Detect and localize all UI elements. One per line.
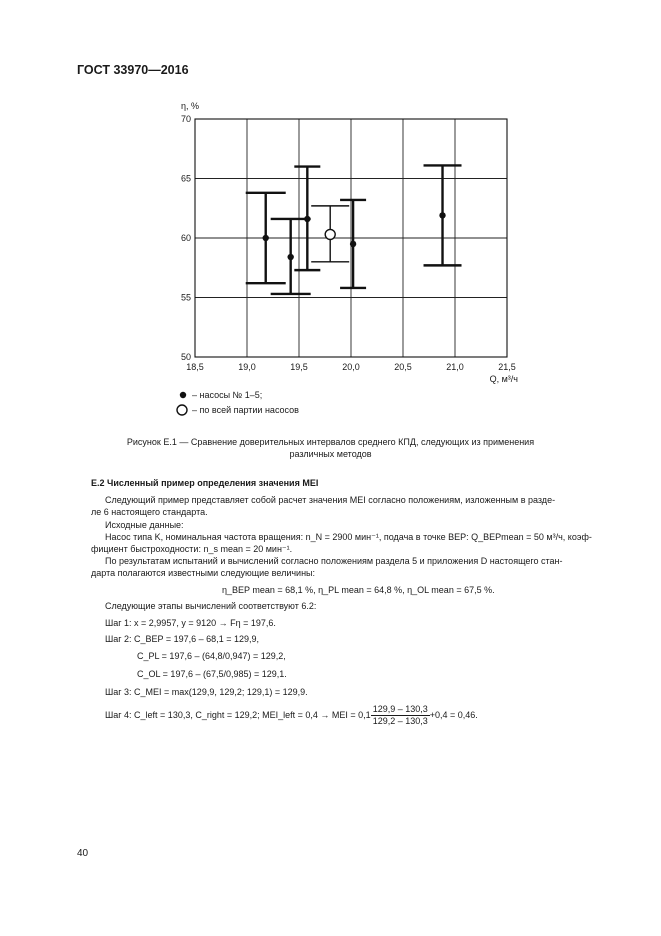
y-tick-label: 50 xyxy=(180,352,191,362)
x-tick-label: 20,5 xyxy=(394,362,412,372)
step-4-suffix: +0,4 = 0,46. xyxy=(429,709,478,720)
legend-marker xyxy=(180,392,186,398)
paragraph-4-line1: По результатам испытаний и вычислений согласно положениям раздела 5 и приложения D настоящего стан- xyxy=(105,556,563,566)
paragraph-3-line1: Насос типа K, номинальная частота вращения: n_N = 2900 мин⁻¹, подача в точке BEP: Q_BEPmean = 50 м³/ч, коэф- xyxy=(105,532,592,542)
figure-caption-line1: Рисунок Е.1 — Сравнение доверительных интервалов среднего КПД, следующих из применения xyxy=(126,437,535,447)
step-2-bep: Шаг 2: C_BEP = 197,6 – 68,1 = 129,9, xyxy=(105,634,259,644)
data-point xyxy=(263,235,269,241)
data-point xyxy=(439,212,445,218)
figure-caption-line2: различных методов xyxy=(289,449,372,459)
x-tick-label: 18,5 xyxy=(186,362,204,372)
paragraph-4-line2: дарта полагаются известными следующие величины: xyxy=(91,568,316,578)
step-4-prefix: Шаг 4: C_left = 130,3, C_right = 129,2; MEI_left = 0,4 → MEI = 0,1 xyxy=(105,709,371,720)
x-tick-label: 20,0 xyxy=(342,362,360,372)
y-tick-label: 60 xyxy=(180,233,191,243)
y-tick-label: 65 xyxy=(180,173,191,184)
section-title: Е.2 Численный пример определения значения MEI xyxy=(91,478,319,488)
y-axis-label: η, % xyxy=(181,101,200,111)
x-tick-label: 19,0 xyxy=(238,362,256,372)
efficiency-values: η_BEP mean = 68,1 %, η_PL mean = 64,8 %, η_OL mean = 67,5 %. xyxy=(222,585,495,595)
step-4-fraction xyxy=(371,704,430,727)
data-point xyxy=(287,254,293,260)
paragraph-1-line2: ле 6 настоящего стандарта. xyxy=(91,507,208,517)
legend-marker-open xyxy=(177,405,187,415)
paragraph-5: Следующие этапы вычислений соответствуют 6.2: xyxy=(105,601,317,611)
document-header: ГОСТ 33970—2016 xyxy=(77,63,189,77)
paragraph-2: Исходные данные: xyxy=(105,520,184,530)
data-point-open xyxy=(325,229,335,239)
legend-label: – по всей партии насосов xyxy=(192,405,299,415)
y-tick-label: 55 xyxy=(180,292,191,303)
x-tick-label: 19,5 xyxy=(290,362,308,372)
page-number: 40 xyxy=(77,848,89,859)
step-4-denominator: 129,2 – 130,3 xyxy=(372,716,428,726)
paragraph-1-line1: Следующий пример представляет собой расчет значения MEI согласно положениям, изложенным в разде- xyxy=(105,495,556,505)
step-4-numerator: 129,9 – 130,3 xyxy=(372,704,428,714)
data-point xyxy=(350,241,356,247)
data-point xyxy=(304,216,310,222)
step-2-ol: C_OL = 197,6 – (67,5/0,985) = 129,1. xyxy=(137,669,287,679)
paragraph-3-line2: фициент быстроходности: n_s mean = 20 мин⁻¹. xyxy=(91,544,293,554)
step-3: Шаг 3: C_MEI = max(129,9, 129,2; 129,1) = 129,9. xyxy=(105,687,308,697)
step-4 xyxy=(105,704,478,727)
x-axis-label: Q, м³/ч xyxy=(489,374,518,384)
y-tick-label: 70 xyxy=(180,114,191,124)
step-2-pl: C_PL = 197,6 – (64,8/0,947) = 129,2, xyxy=(137,651,286,661)
legend-label: – насосы № 1–5; xyxy=(192,390,263,400)
x-tick-label: 21,0 xyxy=(446,362,464,372)
step-1: Шаг 1: x = 2,9957, y = 9120 → Fη = 197,6. xyxy=(105,618,276,628)
x-tick-label: 21,5 xyxy=(498,362,516,372)
